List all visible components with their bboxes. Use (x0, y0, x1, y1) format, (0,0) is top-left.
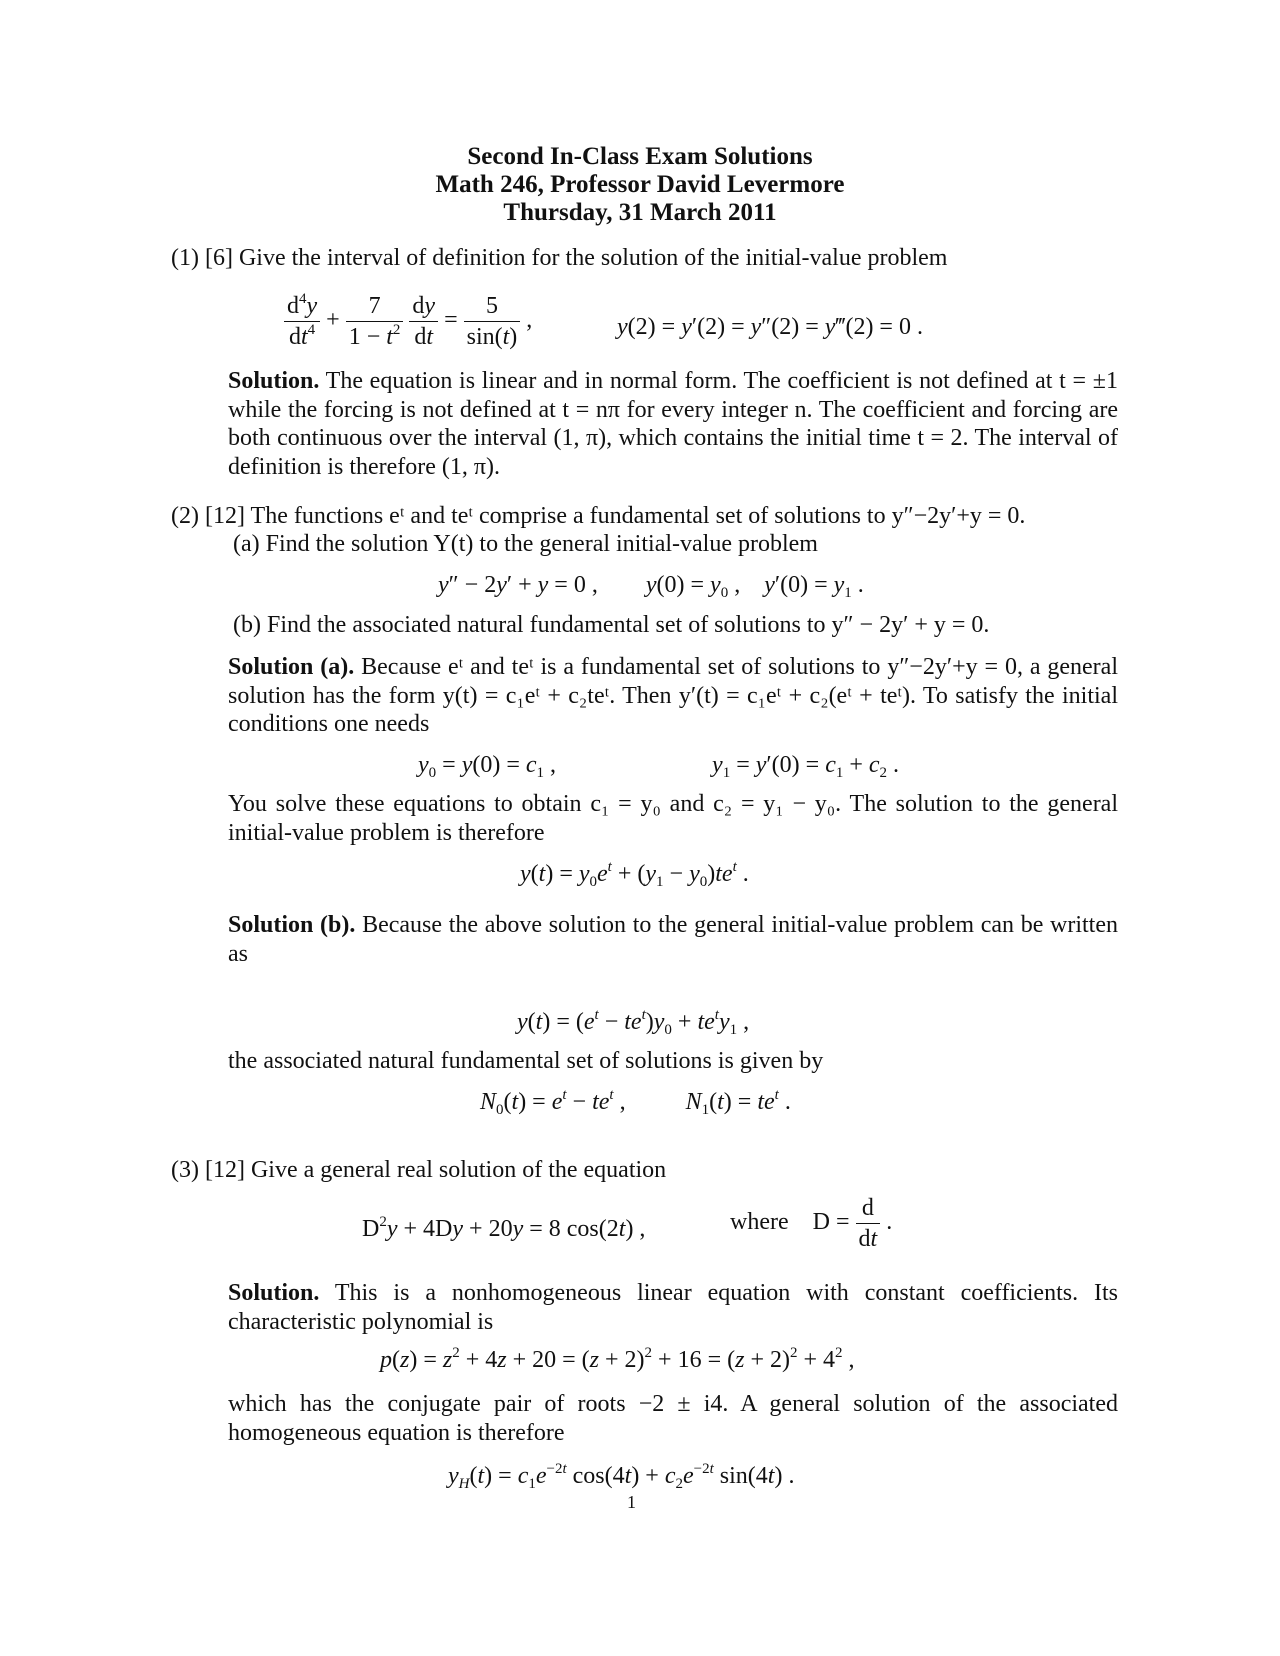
problem-1-prompt: (1) [6] Give the interval of definition for the solution of the initial-value problem (171, 245, 948, 271)
problem-3-equation: $D^2y + 4Dy + 20y = 8$ cos(2t) , (362, 1214, 646, 1242)
problem-2-part-a: (a) Find the solution Y(t) to the general initial-value problem (233, 531, 818, 557)
problem-1-equation: $\frac{d^4y}{dt^4}$ + $\frac{7}{1 - t^2}$ $\frac{dy}{dt}$ = $\frac{5}{\sin(t)}$ , (284, 291, 532, 352)
course-line: Math 246, Professor David Levermore (435, 171, 845, 198)
problem-1-initial-conditions: y(2) = y′(2) = y″(2) = y‴(2) = 0 . (617, 314, 923, 340)
problem-2-ivp-equation: y″ − 2y′ + y = 0 , $y(0) = y_0$ , $y'(0) = y_1$ . (438, 572, 864, 601)
problem-2-general-solution: $y(t) = y_0e^t + (y_1 - y_0)te^t$ . (520, 859, 749, 890)
problem-3-d-definition: where D = $\frac{d}{dt}$ . (730, 1195, 893, 1252)
problem-2-solution-a-cont: You solve these equations to obtain c₁ = y₀ and c₂ = y₁ − y₀. The solution to the general initial-value problem is therefore (228, 791, 1118, 846)
problem-2-solution-b-cont: the associated natural fundamental set of solutions is given by (228, 1048, 824, 1074)
problem-2-prompt: (2) [12] The functions eᵗ and teᵗ comprise a fundamental set of solutions to y″−2y′+y = 0. (171, 503, 1026, 529)
problem-2-part-b: (b) Find the associated natural fundamental set of solutions to y″ − 2y′ + y = 0. (233, 612, 990, 638)
problem-2-solution-a: Solution (a). Because eᵗ and teᵗ is a fundamental set of solutions to y″−2y′+y = 0, a general solution has the form y(t) = c₁eᵗ + c₂teᵗ. Then y′(t) = c₁eᵗ + c₂(eᵗ + teᵗ). To satisfy the initial conditions one needs (228, 654, 1118, 738)
problem-3-characteristic-polynomial: $p(z) = z^2 + 4z + 20 = (z + 2)^2 + 16 = (z + 2)^2 + 4^2$ , (380, 1345, 855, 1373)
problem-2-c-equations: $y_0 = y(0) = c_1$ , $y_1 = y'(0) = c_1 + c_2$ . (418, 752, 900, 781)
problem-3-homogeneous-solution: $y_H(t) = c_1e^{-2t}$ $\cos(4t) + c_2e^{-2t}$ sin(4t) . (448, 1461, 795, 1492)
problem-2-rewritten-solution: $y(t) = (e^t - te^t)y_0 + te^ty_1$ , (517, 1007, 750, 1038)
date-line: Thursday, 31 March 2011 (503, 199, 777, 226)
problem-3-solution: Solution. This is a nonhomogeneous linear equation with constant coefficients. Its characteristic polynomial is (228, 1280, 1118, 1335)
problem-1-solution: Solution. The equation is linear and in normal form. The coefficient is not defined at t = ±1 while the forcing is not defined at t = nπ for every integer n. The coefficient and forcing are both continuous over the interval (1, π), which contains the initial time t = 2. The interval of definition is therefore (1, π). (228, 368, 1118, 480)
document-title: Second In-Class Exam Solutions (467, 143, 813, 170)
problem-3-solution-cont: which has the conjugate pair of roots −2 ± i4. A general solution of the associated homogeneous equation is therefore (228, 1391, 1118, 1446)
problem-3-prompt: (3) [12] Give a general real solution of the equation (171, 1157, 667, 1183)
problem-2-natural-set: $N_0(t) = e^t - te^t$ , $N_1(t) = te^t$ . (480, 1087, 791, 1118)
page-number: 1 (627, 1492, 636, 1512)
problem-2-solution-b: Solution (b). Because the above solution to the general initial-value problem can be written as (228, 912, 1119, 967)
